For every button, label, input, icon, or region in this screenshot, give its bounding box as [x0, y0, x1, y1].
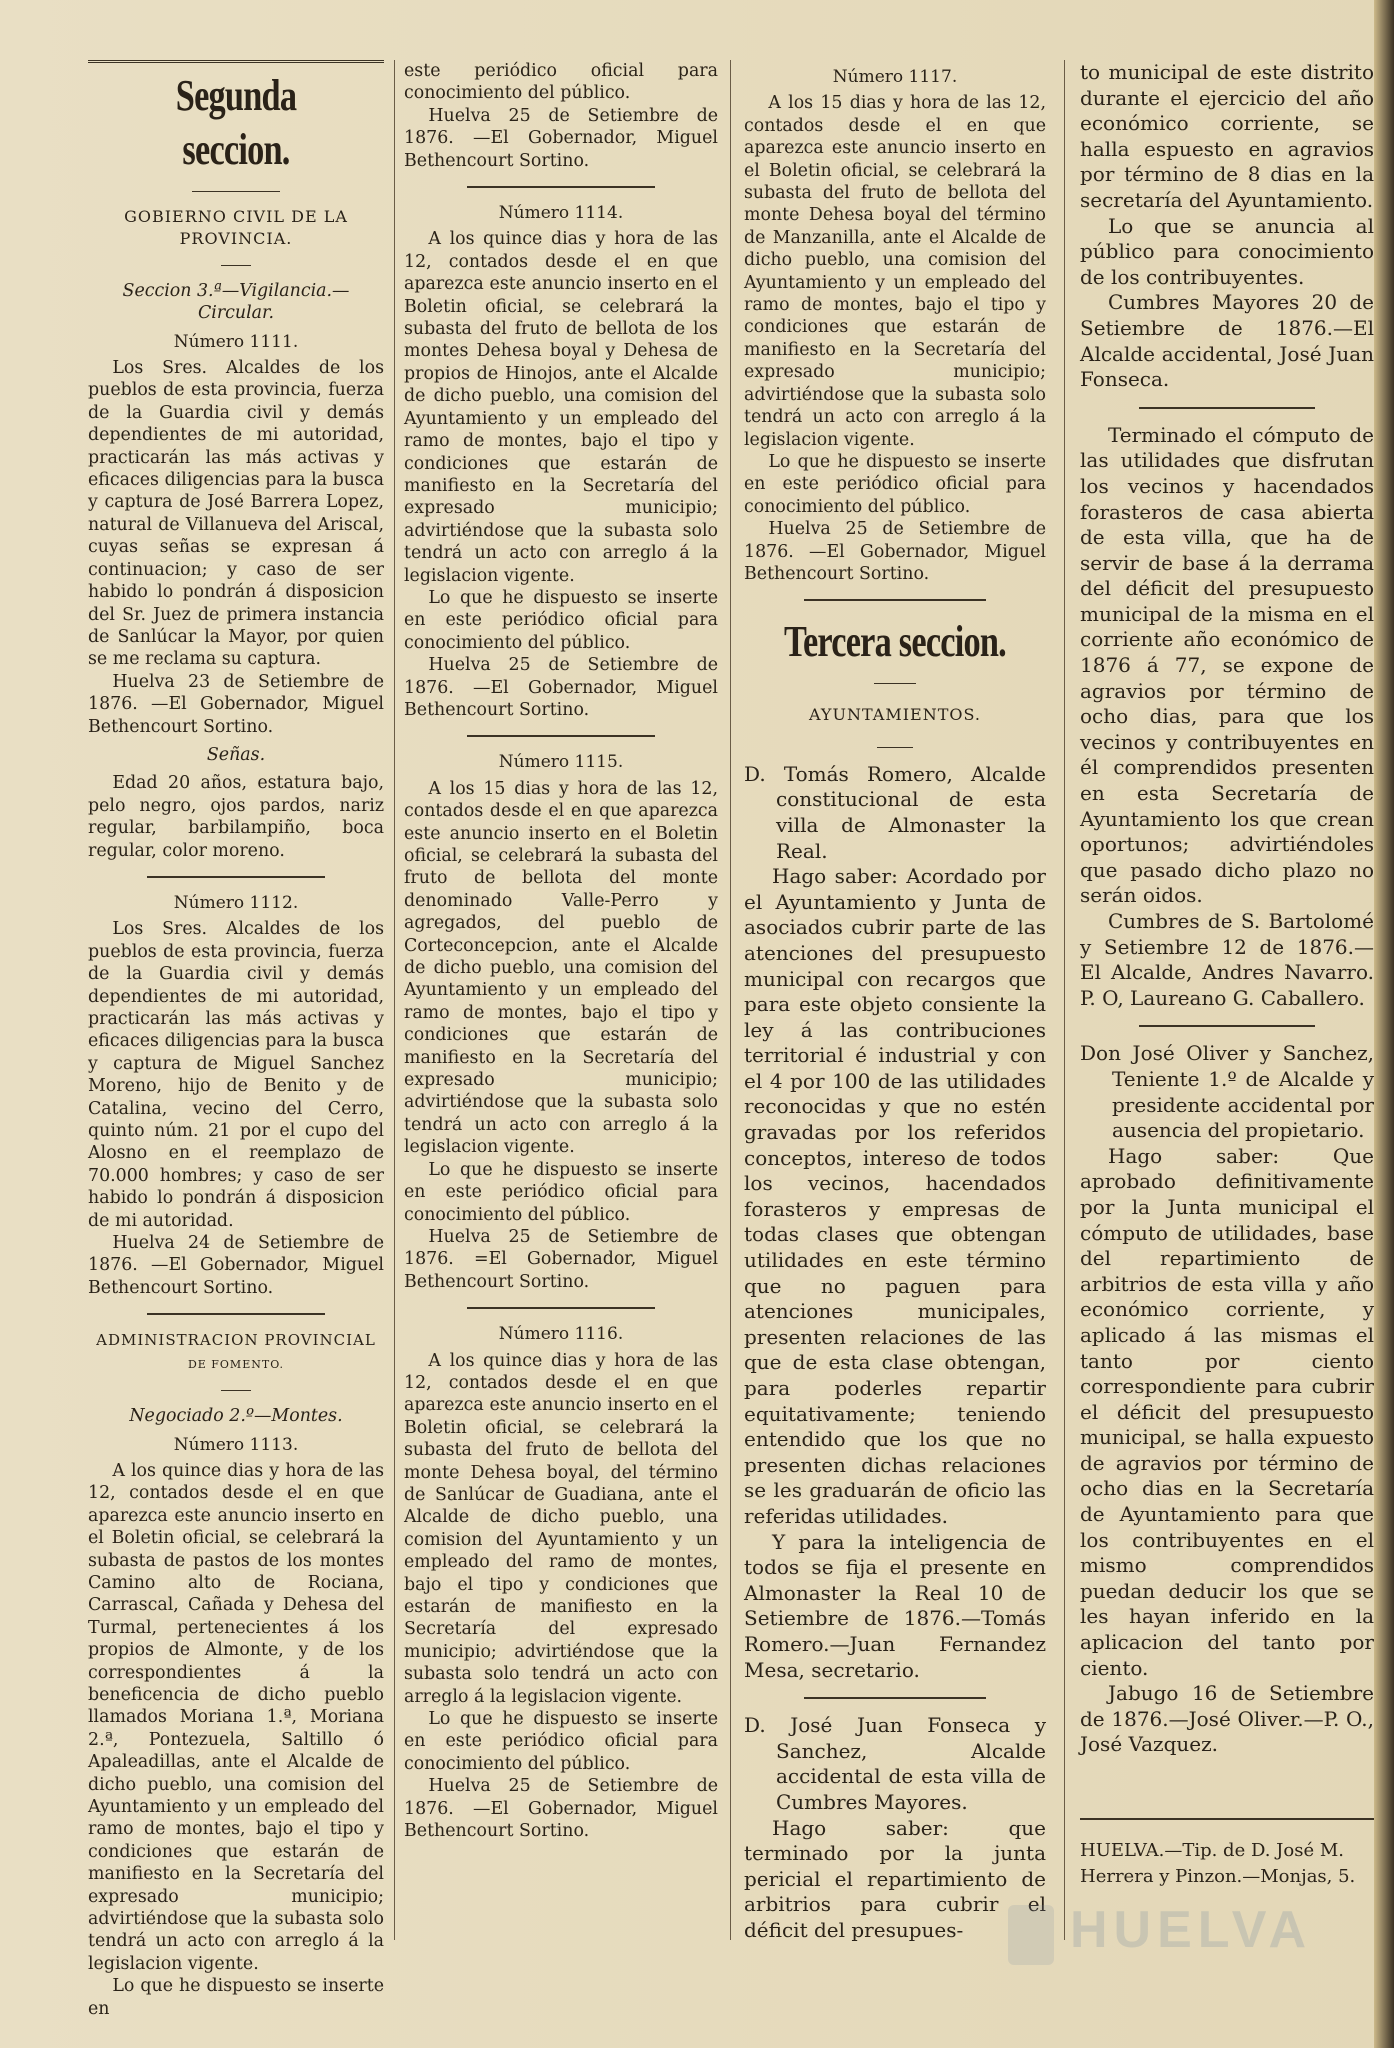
jabugo-text: Hago saber: Que aprobado definitivamente por la Junta municipal el cómputo de utilidades, base del repartimiento de arbitrios de esta villa y año económico corriente, y aplicado á las mismas el tanto por ciento correspondiente para cubrir el déficit del presupuesto municipal, se halla expuesto de agravios por término de ocho dias en la Secretaría de Ayuntamiento para que los contribuyentes en el mismo comprendidos puedan deducir los que se les hayan inferido en la aplicacion del tanto por ciento.	[1080, 1143, 1374, 1680]
senas-text: Edad 20 años, estatura bajo, pelo negro, ojos pardos, nariz regular, barbilampiño, boca regular, color moreno.	[88, 773, 384, 861]
cumbres-close: Lo que se anuncia al público para conocimiento de los contribuyentes.	[1080, 213, 1374, 289]
notice-1113-text: A los quince dias y hora de las 12, contados desde el en que aparezca este anuncio inserto en el Boletin oficial, se celebrará la subasta de pastos de los montes Camino alto de Rociana, Carrascal, Cañada y Dehesa del Turmal, pertenecientes á los propios de Almonte, y de los correspondientes á la beneficencia de dicho pueblo llamados Moriana 1.ª, Moriana 2.ª, Pontezuela, Saltillo ó Apaleadillas, ante el Alcalde de dicho pueblo, una comision del Ayuntamiento y un empleado del ramo de montes, bajo el tipo y condiciones que estarán de manifiesto en la Secretaría del expresado municipio; advirtiéndose que la subasta solo tendrá un acto con arreglo á la legislacion vigente.	[88, 1460, 384, 1974]
jabugo-header: Don José Oliver y Sanchez, Teniente 1.º de Alcalde y presidente accidental por ausencia del propietario.	[1080, 1041, 1374, 1143]
separator	[804, 599, 985, 601]
notice-1114-close: Lo que he dispuesto se inserte en este periódico oficial para conocimiento del público.	[404, 587, 718, 653]
senas-title: Señas.	[206, 744, 266, 765]
notice-1116-text: A los quince dias y hora de las 12, contados desde el en que aparezca este anuncio inserto en el Boletin oficial, se celebrará la subasta del fruto de bellota del monte Dehesa boyal, del término de Sanlúcar de Guadiana, ante el Alcalde de dicho pueblo, una comision del Ayuntamiento y un empleado del ramo de montes, bajo el tipo y condiciones que estarán de manifiesto en la Secretaría del expresado municipio; advirtiéndose que la subasta solo tendrá un acto con arreglo á la legislacion vigente.	[404, 1350, 718, 1707]
separator	[221, 1390, 251, 1391]
notice-1111-text: Los Sres. Alcaldes de los pueblos de esta provincia, fuerza de la Guardia civil y demás dependientes de mi autoridad, practicarán las más activas y eficaces diligencias para la busca y captura de José Barrera Lopez, natural de Villanueva del Ariscal, cuyas señas se expresan á continuacion; y caso de ser habido lo pondrán á disposicion del Sr. Juez de primera instancia de Sanlúcar la Mayor, por quien se me reclama su captura.	[88, 358, 384, 670]
cumbres-text: Hago saber: que terminado por la junta pericial el repartimiento de arbitrios para cubrir el déficit del presupues-	[744, 1815, 1046, 1942]
separator	[874, 683, 916, 684]
notice-1117-sign: Huelva 25 de Setiembre de 1876. —El Gobernador, Miguel Bethencourt Sortino.	[744, 519, 1046, 584]
notice-1115-sign: Huelva 25 de Setiembre de 1876. =El Gobernador, Miguel Bethencourt Sortino.	[404, 1226, 718, 1292]
column-2	[404, 60, 718, 1940]
notice-number-1115: Número 1115.	[498, 752, 624, 773]
separator	[804, 1697, 985, 1699]
notice-number-1112: Número 1112.	[173, 892, 299, 913]
watermark: HUELVA	[1070, 1901, 1313, 1959]
notice-1114-sign: Huelva 25 de Setiembre de 1876. —El Gobernador, Miguel Bethencourt Sortino.	[404, 655, 718, 720]
notice-1112-text: Los Sres. Alcaldes de los pueblos de esta provincia, fuerza de la Guardia civil y demás dependientes de mi autoridad, practicarán las más activas y eficaces diligencias para la busca y captura de Miguel Sanchez Moreno, hijo de Benito y de Catalina, vecino del Cerro, quinto núm. 21 por el cupo del Alosno en el reemplazo de 70.000 hombres; y caso de ser habido lo pondrán á disposicion de mi autoridad.	[88, 919, 384, 1231]
negociado-line: Negociado 2.º—Montes.	[129, 1406, 343, 1427]
separator	[1139, 1025, 1315, 1027]
ayuntamientos-heading: AYUNTAMIENTOS.	[809, 705, 981, 725]
separator	[192, 191, 281, 192]
separator	[467, 186, 655, 188]
gobierno-civil-heading: GOBIERNO CIVIL DE LA PROVINCIA.	[124, 207, 348, 249]
cumbres-sign: Cumbres Mayores 20 de Setiembre de 1876.—El Alcalde accidental, José Juan Fonseca.	[1080, 290, 1374, 392]
imprint-rule	[1080, 1818, 1374, 1820]
notice-1114-text: A los quince dias y hora de las 12, contados desde el en que aparezca este anuncio inserto en el Boletin oficial, se celebrará la subasta del fruto de bellota de los montes Dehesa boyal y Dehesa de propios de Hinojos, ante el Alcalde de dicho pueblo, una comision del Ayuntamiento y un empleado del ramo de montes, bajo el tipo y condiciones que estarán de manifiesto en la Secretaría del expresado municipio; advirtiéndose que la subasta solo tendrá un acto con arreglo á la legislacion vigente.	[404, 229, 718, 586]
column-4	[1080, 60, 1374, 1960]
notice-1117-text: A los 15 dias y hora de las 12, contados desde el en que aparezca este anuncio inserto en el Boletin oficial, se celebrará la subasta del fruto de bellota del monte Dehesa boyal del término de Manzanilla, ante el Alcalde de dicho pueblo, una comision del Ayuntamiento y un empleado del ramo de montes, bajo el tipo y condiciones que estarán de manifiesto en la Secretaría del expresado municipio; advirtiéndose que la subasta solo tendrá un acto con arreglo á la legislacion vigente.	[744, 93, 1046, 450]
column-1	[88, 60, 384, 2019]
top-double-rule	[88, 60, 384, 63]
notice-1116-close: Lo que he dispuesto se inserte en este periódico oficial para conocimiento del público.	[404, 1709, 718, 1774]
separator	[147, 1313, 325, 1315]
admin-heading: ADMINISTRACION PROVINCIAL	[96, 1331, 376, 1350]
notice-1116-sign: Huelva 25 de Setiembre de 1876. —El Gobernador, Miguel Bethencourt Sortino.	[404, 1776, 718, 1842]
notice-1113-tail: Lo que he dispuesto se inserte en	[88, 1976, 384, 2019]
separator	[147, 876, 325, 878]
notice-number-1114: Número 1114.	[498, 203, 624, 224]
separator	[877, 747, 913, 748]
column-3	[744, 60, 1046, 1960]
imprint: HUELVA.—Tip. de D. José M. Herrera y Pinzon.—Monjas, 5.	[1080, 1840, 1356, 1887]
almonaster-text: Hago saber: Acordado por el Ayuntamiento y Junta de asociados cubrir parte de las atenciones del presupuesto municipal con recargos que para este objeto consiente la ley á las contribuciones territorial é industrial y con el 4 por 100 de las utilidades reconocidas y que no estén gravadas por los referidos conceptos, intereso de todos los vecinos, hacendados forasteros y empresas de todas clases que obtengan utilidades en este término que no paguen para atenciones municipales, presenten relaciones de las que de esta clase obtengan, para poderles repartir equitativamente; teniendo entendido que los que no presenten dichas relaciones se les graduarán de oficio las referidas utilidades.	[744, 864, 1046, 1528]
notice-number-1111: Número 1111.	[173, 331, 299, 352]
cumbres-header: D. José Juan Fonseca y Sanchez, Alcalde accidental de esta villa de Cumbres Mayores.	[744, 1713, 1046, 1814]
section-line: Seccion 3.ª—Vigilancia.— Circular.	[122, 280, 350, 324]
column-rule	[730, 60, 731, 1940]
tercera-seccion-title: Tercera seccion.	[784, 617, 1006, 667]
notice-1115-close: Lo que he dispuesto se inserte en este periódico oficial para conocimiento del público.	[404, 1159, 718, 1225]
cumbres-cont: to municipal de este distrito durante el ejercicio del año económico corriente, se halla espuesto en agravios por término de 8 dias en la secretaría del Ayuntamiento.	[1080, 60, 1374, 212]
segunda-seccion-title: Segunda seccion.	[175, 71, 297, 174]
separator	[1139, 407, 1315, 409]
bartolome-text: Terminado el cómputo de las utilidades que disfrutan los vecinos y hacendados forasteros de casa abierta de esta villa, que ha de servir de base á la derrama del déficit del presupuesto municipal de la misma en el corriente año económico de 1876 á 77, se expone de agravios por término de ocho dias, para que los vecinos y contribuyentes en él comprendidos presenten en esta Secretaría de Ayuntamiento los que crean oportunos; advirtiéndoles que pasado dicho plazo no serán oidos.	[1080, 422, 1374, 908]
separator	[467, 735, 655, 737]
notice-1112-sign: Huelva 24 de Setiembre de 1876. —El Gobernador, Miguel Bethencourt Sortino.	[88, 1233, 384, 1298]
separator	[467, 1307, 655, 1309]
column-rule	[394, 60, 395, 1940]
notice-number-1116: Número 1116.	[498, 1324, 624, 1345]
almonaster-text-2: Y para la inteligencia de todos se fija el presente en Almonaster la Real 10 de Setiembre de 1876.—Tomás Romero.—Juan Fernandez Mesa, secretario.	[744, 1529, 1046, 1682]
notice-1117-close: Lo que he dispuesto se inserte en este periódico oficial para conocimiento del público.	[744, 451, 1046, 517]
cont-text: este periódico oficial para conocimiento del público.	[404, 61, 718, 104]
column-rule	[1064, 60, 1065, 1940]
bartolome-sign: Cumbres de S. Bartolomé y Setiembre 12 de 1876.— El Alcalde, Andres Navarro. P. O, Laureano G. Caballero.	[1080, 909, 1374, 1010]
jabugo-sign: Jabugo 16 de Setiembre de 1876.—José Oliver.—P. O., José Vazquez.	[1080, 1681, 1374, 1757]
cont-sign: Huelva 25 de Setiembre de 1876. —El Gobernador, Miguel Bethencourt Sortino.	[404, 105, 718, 171]
page-edge	[1374, 0, 1394, 2048]
admin-subheading: DE FOMENTO.	[187, 1357, 285, 1371]
notice-number-1117: Número 1117.	[832, 67, 958, 87]
notice-number-1113: Número 1113.	[173, 1434, 299, 1455]
almonaster-header: D. Tomás Romero, Alcalde constitucional de esta villa de Almonaster la Real.	[744, 761, 1046, 863]
notice-1115-text: A los 15 dias y hora de las 12, contados desde el en que aparezca este anuncio inserto en el Boletin oficial, se celebrará la subasta del fruto de bellota del monte denominado Valle-Perro y agregados, del pueblo de Corteconcepcion, ante el Alcalde de dicho pueblo, una comision del Ayuntamiento y un empleado del ramo de montes, bajo el tipo y condiciones que estarán de manifiesto en la Secretaría del expresado municipio; advirtiéndose que la subasta solo tendrá un acto con arreglo á la legislacion vigente.	[404, 778, 718, 1158]
separator	[221, 265, 251, 266]
notice-1111-sign: Huelva 23 de Setiembre de 1876. —El Gobernador, Miguel Bethencourt Sortino.	[88, 671, 384, 737]
